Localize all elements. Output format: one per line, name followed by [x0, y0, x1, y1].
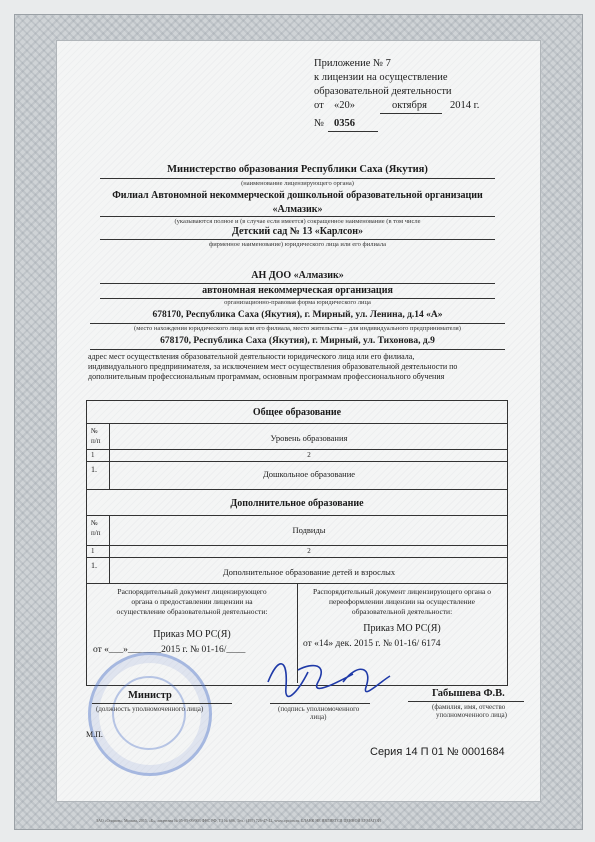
doc-right-line1: Распорядительный документ лицензирующего органа о	[313, 587, 491, 596]
divider	[100, 239, 495, 240]
doc-left-line2: органа о предоставлении лицензии на	[131, 597, 253, 606]
doc-left-line1: Распорядительный документ лицензирующего	[117, 587, 267, 596]
divider	[100, 178, 495, 179]
licensing-organ: Министерство образования Республики Саха (Якутия)	[167, 164, 428, 175]
activity-caption-1: адрес мест осуществления образовательной деятельности юридического лица или его филиала,	[88, 352, 415, 361]
doc-right-line3: образовательной деятельности:	[351, 607, 453, 616]
table-row-divider	[87, 423, 507, 424]
activity-caption-3: дополнительным профессиональным программам, основным программам профессионального обучения	[88, 372, 445, 381]
general-row-num: 1.	[91, 465, 97, 474]
education-table	[86, 400, 508, 686]
doc-left-order: Приказ МО РС(Я)	[153, 629, 231, 640]
additional-idx-2: 2	[307, 547, 311, 555]
name-caption: (фамилия, имя, отчество	[432, 703, 506, 711]
table-col-divider	[109, 423, 110, 489]
appendix-number: Приложение № 7	[314, 58, 391, 69]
org-caption-full: (указываются полное и (в случае если имеется) сокращенное наименование (в том числе	[174, 218, 421, 225]
activity-caption-2: индивидуального предпринимателя, за исключением мест осуществления образовательной деятельности по	[88, 362, 458, 371]
additional-title: Дополнительное образование	[230, 498, 364, 509]
table-col-divider	[109, 515, 110, 583]
sign-caption-2: лица)	[310, 713, 327, 721]
org-short-name: АН ДОО «Алмазик»	[251, 270, 344, 281]
divider	[408, 701, 524, 702]
name-caption-2: уполномоченного лица)	[436, 711, 507, 719]
divider	[92, 703, 232, 704]
doc-left-date: от «___»_______2015 г. № 01-16/____	[93, 645, 246, 655]
table-row-divider	[87, 557, 507, 558]
doc-right-date: от «14» дек. 2015 г. № 01-16/ 6174	[303, 639, 441, 649]
divider	[100, 216, 495, 217]
number-underline	[328, 131, 378, 132]
additional-col-num2: п/п	[91, 529, 101, 537]
activity-caption	[88, 352, 504, 382]
general-idx-2: 2	[307, 451, 311, 459]
table-row-divider	[87, 545, 507, 546]
activity-address: 678170, Республика Саха (Якутия), г. Мирный, ул. Тихонова, д.9	[160, 336, 435, 346]
doc-right-line2: переоформлении лицензии на осуществление	[328, 597, 476, 606]
divider	[90, 349, 505, 350]
appendix-month: октября	[392, 100, 427, 111]
additional-col-subtypes: Подвиды	[292, 525, 326, 535]
doc-right-caption	[297, 587, 507, 617]
additional-idx-1: 1	[91, 547, 95, 555]
appendix-day: «20»	[334, 100, 355, 111]
org-caption-address: (место нахождения юридического лица или его филиала, место жительства – для индивидуального предпринимателя)	[134, 325, 461, 332]
appendix-license-number: 0356	[334, 118, 355, 129]
general-col-level: Уровень образования	[270, 433, 348, 443]
org-full-name: Филиал Автономной некоммерческой дошкольной образовательной организации	[112, 190, 483, 201]
table-row-divider	[87, 449, 507, 450]
org-address: 678170, Республика Саха (Якутия), г. Мирный, ул. Ленина, д.14 «А»	[152, 310, 443, 320]
table-row-divider	[87, 515, 507, 516]
doc-left-caption	[87, 587, 297, 617]
doc-right-order: Приказ МО РС(Я)	[363, 623, 441, 634]
org-branch-name: Детский сад № 13 «Карлсон»	[231, 226, 364, 237]
org-caption-branch: фирменное наименование) юридического лица или его филиала	[208, 241, 387, 248]
table-row-divider	[87, 461, 507, 462]
general-col-num: №	[91, 427, 98, 435]
additional-row-value: Дополнительное образование детей и взрослых	[222, 567, 396, 577]
licensing-organ-caption: (наименование лицензирующего органа)	[241, 180, 354, 187]
signatory-position: Министр	[128, 690, 172, 701]
general-title: Общее образование	[252, 407, 342, 418]
org-legal-form: автономная некоммерческая организация	[202, 285, 393, 296]
org-caption-form: организационно-правовая форма юридического лица	[224, 299, 371, 306]
official-seal-inner	[112, 676, 186, 750]
table-row-divider	[87, 489, 507, 490]
appendix-year: 2014 г.	[450, 100, 480, 111]
sign-caption: (подпись уполномоченного	[278, 705, 360, 713]
signatory-name: Габышева Ф.В.	[432, 688, 505, 699]
divider	[270, 703, 370, 704]
form-series: Серия 14 П 01 № 0001684	[370, 746, 505, 758]
org-full-name-2: «Алмазик»	[272, 204, 323, 215]
appendix-date-prefix: от	[314, 100, 324, 111]
seal-mark: М.П.	[86, 730, 103, 739]
printer-footer: ЗАО «Опцион», Москва, 2015, «Б», лицензия № 05-05-09/003 ФНС РФ, ТЗ № 606, Тел.: (495) 726-47-42, www.opcion.ru. БЛАНК НЕ ЯВЛЯЕТСЯ ЦЕННОЙ БУМАГОЙ	[96, 818, 381, 823]
appendix-line2: к лицензии на осуществление	[314, 72, 448, 83]
additional-row-num: 1.	[91, 561, 97, 570]
appendix-line3: образовательной деятельности	[314, 86, 452, 97]
divider	[90, 323, 505, 324]
month-underline	[380, 113, 442, 114]
appendix-number-label: №	[314, 118, 325, 129]
divider	[100, 283, 495, 284]
position-caption: (должность уполномоченного лица)	[96, 705, 204, 713]
additional-col-num: №	[91, 519, 98, 527]
general-col-num2: п/п	[91, 437, 101, 445]
general-row-value: Дошкольное образование	[262, 469, 356, 479]
doc-left-line3: осуществление образовательной деятельности:	[116, 607, 268, 616]
general-idx-1: 1	[91, 451, 95, 459]
